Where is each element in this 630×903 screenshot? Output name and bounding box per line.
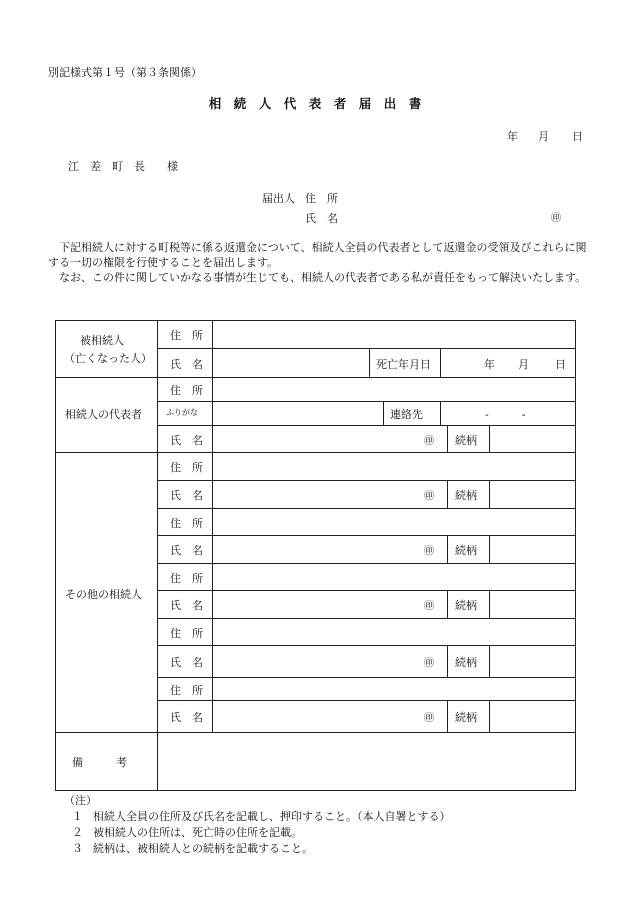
other-heir-4-address-label: 住 所 <box>170 627 203 640</box>
date-day: 日 <box>572 130 583 143</box>
other-heir-1-address-label: 住 所 <box>170 461 203 474</box>
applicant-name-label: 氏 名 <box>305 212 338 225</box>
relation-label: 続柄 <box>455 434 477 447</box>
representative-name-label: 氏 名 <box>170 434 203 447</box>
note-1-num: １ <box>72 810 83 823</box>
contact-value: - - <box>485 408 526 421</box>
other-heir-3-address-label: 住 所 <box>170 572 203 585</box>
body-text <box>48 240 588 285</box>
seal-icon: ㊞ <box>424 658 434 669</box>
other-heir-5-address-label: 住 所 <box>170 684 203 697</box>
other-heir-4-name-label: 氏 名 <box>170 656 203 669</box>
relation-label: 続柄 <box>455 711 477 724</box>
relation-label: 続柄 <box>455 599 477 612</box>
note-1-text: 相続人全員の住所及び氏名を記載し、押印すること。（本人自署とする） <box>93 810 451 823</box>
other-heir-2-name-label: 氏 名 <box>170 544 203 557</box>
other-heir-5-name-label: 氏 名 <box>170 711 203 724</box>
seal-icon: ㊞ <box>424 601 434 612</box>
other-heirs-label: その他の相続人 <box>65 588 142 601</box>
page-title: 相 続 人 代 表 者 届 出 書 <box>208 96 422 111</box>
body-paragraph-2: なお、この件に関していかなる事情が生じても、相続人の代表者である私が責任をもって解決いたします。 <box>59 271 587 284</box>
relation-label: 続柄 <box>455 489 477 502</box>
date-year: 年 <box>507 130 518 143</box>
notes-heading: （注） <box>64 794 97 807</box>
note-3-num: ３ <box>72 842 83 855</box>
furigana-label: ふりがな <box>166 408 198 417</box>
applicant-label: 届出人 <box>262 192 295 205</box>
note-2-text: 被相続人の住所は、死亡時の住所を記載。 <box>93 826 302 839</box>
seal-icon: ㊞ <box>424 713 434 724</box>
body-paragraph-1: 下記相続人に対する町税等に係る返還金について、相続人全員の代表者として返還金の受領及びこれらに関する一切の権限を行使することを届出します。 <box>48 241 587 269</box>
death-year: 年 <box>484 358 495 371</box>
applicant-address-label: 住 所 <box>305 192 338 205</box>
relation-label: 続柄 <box>455 544 477 557</box>
other-heir-2-address-label: 住 所 <box>170 517 203 530</box>
date-month: 月 <box>538 130 549 143</box>
death-month: 月 <box>518 358 529 371</box>
deceased-label: 被相続人 <box>80 334 124 347</box>
deceased-address-label: 住 所 <box>170 329 203 342</box>
form-number: 別記様式第１号（第３条関係） <box>48 66 202 79</box>
remarks-label: 備 考 <box>72 756 127 769</box>
deceased-sublabel: （亡くなった人） <box>64 352 152 365</box>
seal-icon: ㊞ <box>424 491 434 502</box>
deceased-name-label: 氏 名 <box>170 358 203 371</box>
death-date-label: 死亡年月日 <box>376 358 431 371</box>
contact-label: 連絡先 <box>390 408 423 421</box>
note-2-num: ２ <box>72 826 83 839</box>
note-3-text: 続柄は、被相続人との続柄を記載すること。 <box>93 842 313 855</box>
seal-icon: ㊞ <box>551 213 561 224</box>
other-heir-3-name-label: 氏 名 <box>170 599 203 612</box>
seal-icon: ㊞ <box>424 546 434 557</box>
representative-address-label: 住 所 <box>170 384 203 397</box>
seal-icon: ㊞ <box>424 436 434 447</box>
other-heir-1-name-label: 氏 名 <box>170 489 203 502</box>
representative-label: 相続人の代表者 <box>65 408 142 421</box>
addressee: 江 差 町 長 様 <box>68 160 178 173</box>
death-day: 日 <box>555 358 566 371</box>
relation-label: 続柄 <box>455 656 477 669</box>
